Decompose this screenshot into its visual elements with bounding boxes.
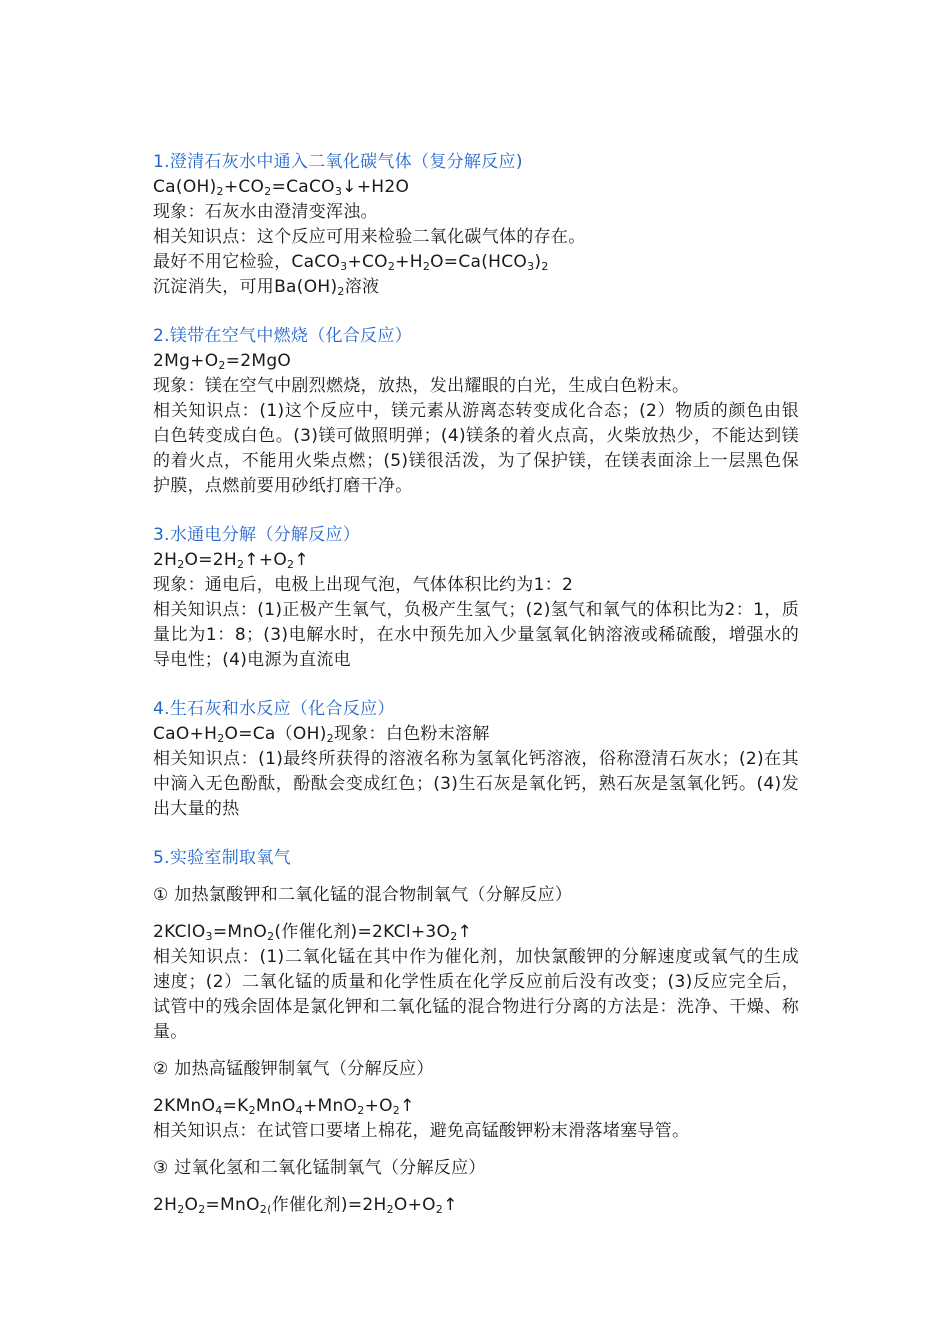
subscript: 2 <box>357 1104 365 1117</box>
formula-text: +CO <box>223 177 265 197</box>
subscript: 4 <box>295 1104 303 1117</box>
circled-number-1: ① <box>153 885 169 905</box>
subsection-2-title-text: 加热高锰酸钾制氧气（分解反应） <box>174 1059 434 1079</box>
subsection-3-equation <box>153 1193 799 1218</box>
subscript: 2( <box>259 1203 272 1216</box>
section-5-title: 5.实验室制取氧气 <box>153 848 291 868</box>
subsection-3-title-text: 过氧化氢和二氧化锰制氧气（分解反应） <box>174 1158 486 1178</box>
formula-text: 2KClO <box>153 922 206 942</box>
formula-text: O=Ca（OH) <box>224 724 327 744</box>
subscript: 3 <box>334 185 343 198</box>
section-1-equation <box>153 175 799 200</box>
section-4-equation <box>153 722 799 747</box>
formula-text: ↑ <box>294 550 309 570</box>
formula-text: 2H <box>153 1195 178 1215</box>
section-1-extra-equation <box>153 250 799 275</box>
formula-text: 沉淀消失，可用Ba(OH) <box>153 277 338 297</box>
subscript: 2 <box>337 285 345 298</box>
circled-number-2: ② <box>153 1059 169 1079</box>
formula-text: CaO+H <box>153 724 218 744</box>
section-2-phenomenon: 现象：镁在空气中剧烈燃烧，放热，发出耀眼的白光，生成白色粉末。 <box>153 376 690 396</box>
subscript: 3 <box>205 930 213 943</box>
subscript: 4 <box>215 1104 223 1117</box>
formula-text: ↑ <box>457 922 473 942</box>
formula-text: ↑+O <box>244 550 288 570</box>
formula-text: +MnO <box>302 1096 358 1116</box>
section-4-knowledge: 相关知识点：(1)最终所获得的溶液名称为氢氧化钙溶液，俗称澄清石灰水；(2)在其中滴入无色酚酞，酚酞会变成红色；(3)生石灰是氧化钙，熟石灰是氢氧化钙。(4)发出大量的热 <box>153 749 799 819</box>
formula-text: +H <box>395 252 423 272</box>
section-2-equation <box>153 349 799 374</box>
subsection-1-title <box>153 883 799 908</box>
section-1-knowledge: 相关知识点：这个反应可用来检验二氧化碳气体的存在。 <box>153 227 586 247</box>
subsection-1-equation <box>153 920 799 945</box>
formula-text: =MnO <box>205 1195 260 1215</box>
subscript: 2 <box>177 558 185 571</box>
subscript: 3 <box>527 260 535 273</box>
formula-text: 2Mg+O <box>153 351 219 371</box>
subscript: 2 <box>198 1203 206 1216</box>
section-1-extra-note <box>153 275 799 300</box>
formula-text: O=2H <box>184 550 237 570</box>
subscript: 2 <box>177 1203 185 1216</box>
formula-text: Ca(OH) <box>153 177 217 197</box>
subsection-2-equation <box>153 1094 799 1119</box>
formula-text: =MnO <box>212 922 268 942</box>
section-3-title: 3.水通电分解（分解反应） <box>153 525 361 545</box>
section-1-title: 1.澄清石灰水中通入二氧化碳气体（复分解反应) <box>153 152 523 172</box>
subscript: 2 <box>248 1104 256 1117</box>
formula-text: O=Ca(HCO <box>430 252 528 272</box>
subscript: 2 <box>326 732 334 745</box>
subsection-3-title <box>153 1156 799 1181</box>
section-2-knowledge: 相关知识点：(1)这个反应中，镁元素从游离态转变成化合态；(2）物质的颜色由银白色转变成白色。(3)镁可做照明弹；(4)镁条的着火点高，火柴放热少，不能达到镁的着火点，不能用火柴点燃；(5)镁很活泼，为了保护镁，在镁表面涂上一层黑色保护膜，点燃前要用砂纸打磨干净。 <box>153 401 799 496</box>
subsection-2-knowledge: 相关知识点：在试管口要堵上棉花，避免高锰酸钾粉末滑落堵塞导管。 <box>153 1121 690 1141</box>
formula-text: 现象：白色粉末溶解 <box>333 724 490 744</box>
subscript: 2 <box>435 1203 444 1216</box>
subscript: 2 <box>218 359 226 372</box>
formula-text: (作催化剂)=2KCl+3O <box>274 922 451 942</box>
formula-text: +CO <box>347 252 388 272</box>
subscript: 2 <box>387 260 396 273</box>
subscript: 2 <box>450 930 458 943</box>
subscript: 2 <box>422 260 431 273</box>
subscript: 3 <box>340 260 348 273</box>
formula-text: ) <box>534 252 542 272</box>
formula-text: 溶液 <box>344 277 380 297</box>
subscript: 2 <box>236 558 245 571</box>
subsection-1-title-text: 加热氯酸钾和二氧化锰的混合物制氧气（分解反应） <box>174 885 573 905</box>
subscript: 2 <box>267 930 275 943</box>
subscript: 2 <box>287 558 295 571</box>
section-3-knowledge: 相关知识点：(1)正极产生氧气，负极产生氢气；(2)氢气和氧气的体积比为2：1，质量比为1：8；(3)电解水时，在水中预先加入少量氢氧化钠溶液或稀硫酸，增强水的导电性；(4)电源为直流电 <box>153 600 799 670</box>
formula-text: =K <box>222 1096 249 1116</box>
formula-text: ↑ <box>400 1096 415 1116</box>
subscript: 2 <box>386 1203 394 1216</box>
subscript: 2 <box>217 732 225 745</box>
formula-text: MnO <box>255 1096 296 1116</box>
formula-text: =CaCO <box>271 177 335 197</box>
subscript: 2 <box>264 185 272 198</box>
formula-text: +O <box>364 1096 393 1116</box>
formula-text: ↓+H2O <box>342 177 410 197</box>
section-3-equation <box>153 548 799 573</box>
formula-text: 2KMnO <box>153 1096 216 1116</box>
formula-text: O <box>184 1195 199 1215</box>
formula-text: 最好不用它检验，CaCO <box>153 252 341 272</box>
subscript: 2 <box>216 185 224 198</box>
subsection-2-title <box>153 1057 799 1082</box>
section-3-phenomenon: 现象：通电后，电极上出现气泡，气体体积比约为1：2 <box>153 575 574 595</box>
subscript: 2 <box>541 260 549 273</box>
section-4-title: 4.生石灰和水反应（化合反应） <box>153 699 395 719</box>
document-body <box>153 150 799 1218</box>
formula-text: O+O <box>393 1195 436 1215</box>
formula-text: 作催化剂)=2H <box>271 1195 387 1215</box>
subscript: 2 <box>392 1104 401 1117</box>
section-1-phenomenon: 现象：石灰水由澄清变浑浊。 <box>153 202 378 222</box>
formula-text: ↑ <box>443 1195 458 1215</box>
circled-number-3: ③ <box>153 1158 169 1178</box>
formula-text: =2MgO <box>225 351 292 371</box>
section-2-title: 2.镁带在空气中燃烧（化合反应） <box>153 326 413 346</box>
formula-text: 2H <box>153 550 178 570</box>
subsection-1-knowledge: 相关知识点：(1)二氧化锰在其中作为催化剂，加快氯酸钾的分解速度或氧气的生成速度；(2）二氧化锰的质量和化学性质在化学反应前后没有改变；(3)反应完全后，试管中的残余固体是氯化钾和二氧化锰的混合物进行分离的方法是：洗净、干燥、称量。 <box>153 947 799 1042</box>
